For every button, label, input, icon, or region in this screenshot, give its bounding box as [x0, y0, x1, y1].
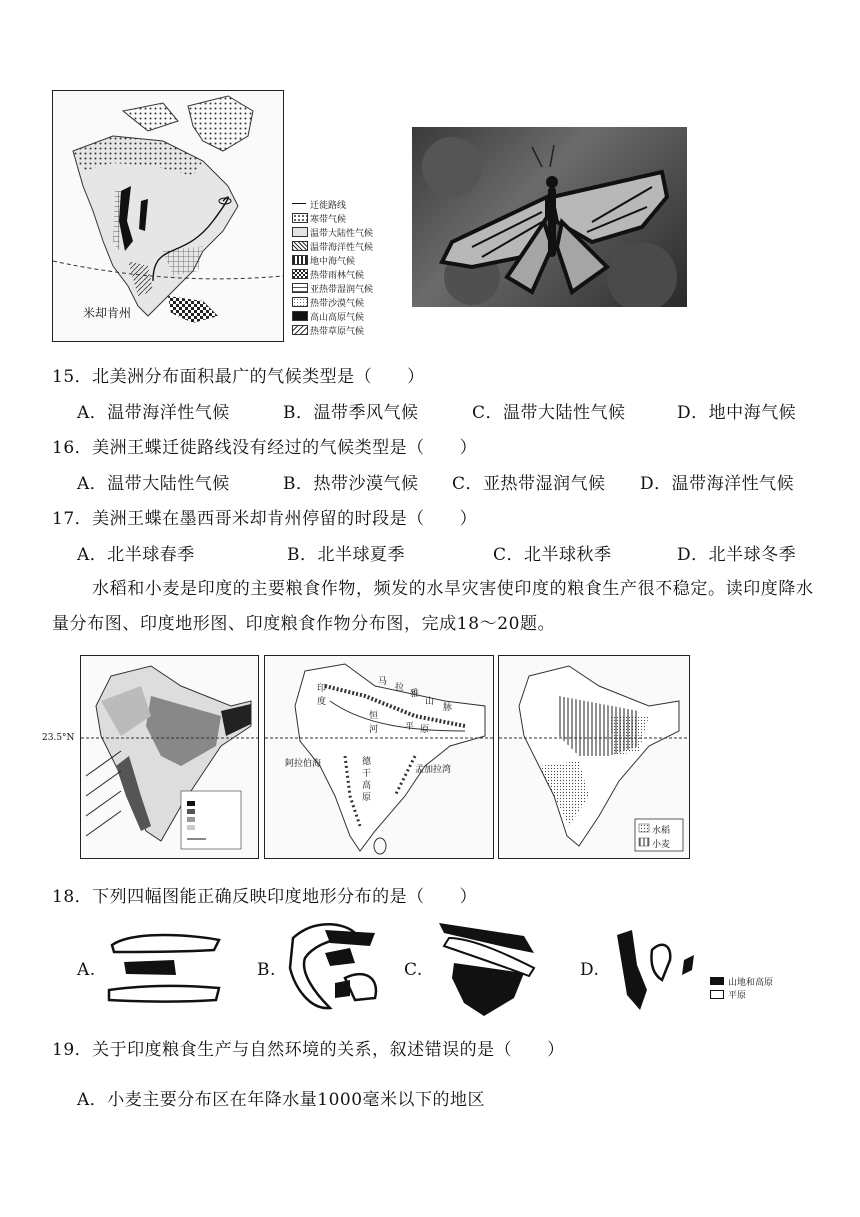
label-he: 河 [369, 725, 379, 735]
question-18-stem: 18．下列四幅图能正确反映印度地形分布的是（ ） [52, 887, 478, 907]
india-intro-paragraph: 水稻和小麦是印度的主要粮食作物，频发的水旱灾害使印度的粮食生产很不稳定。读印度降水量分布图、印度地形图、印度粮食作物分布图，完成18～20题。 [52, 579, 814, 634]
michoacan-label: 米却肯州 [83, 306, 132, 320]
label-deccan-3: 高 [362, 781, 372, 791]
q18-option-b-diagram[interactable] [285, 918, 385, 1013]
label-bay-of-bengal: 孟加拉湾 [415, 765, 452, 775]
label-heng: 恒 [369, 711, 379, 721]
label-shan: 山 [425, 697, 435, 707]
q16-option-a[interactable]: A．温带大陆性气候 [77, 474, 230, 494]
q19-option-a[interactable]: A．小麦主要分布区在年降水量1000毫米以下的地区 [77, 1090, 486, 1110]
label-yuan: 原 [420, 725, 430, 735]
q15-option-d[interactable]: D．地中海气候 [677, 403, 797, 423]
q18-option-a-diagram[interactable] [104, 930, 224, 1010]
label-deccan-1: 德 [362, 757, 372, 767]
north-america-climate-map [52, 90, 284, 342]
q15-option-c[interactable]: C．温带大陆性气候 [472, 403, 626, 423]
label-yin: 印 [317, 684, 327, 694]
india-precipitation-map [80, 655, 259, 859]
label-ping: 平 [405, 722, 415, 732]
precipitation-map-graphic [81, 656, 258, 858]
q16-option-c[interactable]: C．亚热带湿润气候 [452, 474, 606, 494]
monarch-butterfly-photo [412, 127, 687, 307]
legend-mountain-label: 山地和高原 [728, 978, 774, 988]
q18-option-d-letter[interactable]: D. [580, 960, 600, 980]
q18-legend [710, 975, 790, 1001]
label-ma: 马 [378, 677, 388, 687]
q18-option-c-letter[interactable]: C. [404, 960, 423, 980]
question-16-stem: 16．美洲王蝶迁徙路线没有经过的气候类型是（ ） [52, 438, 478, 458]
q17-option-c[interactable]: C．北半球秋季 [493, 545, 612, 565]
q16-option-b[interactable]: B．热带沙漠气候 [283, 474, 419, 494]
label-deccan-2: 干 [362, 769, 372, 779]
latitude-label: 23.5°N [42, 733, 75, 743]
butterfly-graphic [412, 127, 687, 307]
q17-option-d[interactable]: D．北半球冬季 [677, 545, 797, 565]
q17-option-a[interactable]: A．北半球春季 [77, 545, 195, 565]
label-arabian-sea: 阿拉伯海 [285, 759, 322, 769]
label-mai: 脉 [443, 703, 453, 713]
legend-wheat: 小麦 [652, 840, 671, 850]
legend-plain-label: 平原 [728, 991, 747, 1001]
label-ya: 雅 [410, 689, 420, 699]
q18-option-d-diagram[interactable] [612, 925, 702, 1015]
legend-mountain-swatch [710, 977, 724, 985]
question-17-stem: 17．美洲王蝶在墨西哥米却肯州停留的时段是（ ） [52, 509, 478, 529]
question-19-stem: 19．关于印度粮食生产与自然环境的关系，叙述错误的是（ ） [52, 1040, 565, 1060]
legend-rice: 水稻 [652, 826, 671, 836]
q15-option-a[interactable]: A．温带海洋性气候 [77, 403, 230, 423]
q16-option-d[interactable]: D．温带海洋性气候 [640, 474, 795, 494]
q18-option-c-diagram[interactable] [434, 918, 544, 1018]
q18-option-a-letter[interactable]: A. [77, 960, 96, 980]
q17-option-b[interactable]: B．北半球夏季 [287, 545, 405, 565]
label-du: 度 [317, 697, 327, 707]
climate-legend: 迁徙路线 寒带气候 温带大陆性气候 温带海洋性气候 地中海气候 热带雨林气候 亚热带湿润气候 热带沙漠气候 高山高原气候 热带草原气候 [292, 198, 402, 348]
question-15-stem: 15．北美洲分布面积最广的气候类型是（ ） [52, 367, 425, 387]
label-la: 拉 [395, 683, 405, 693]
q18-option-b-letter[interactable]: B. [257, 960, 276, 980]
india-terrain-map [264, 655, 494, 859]
india-crops-map [498, 655, 690, 859]
legend-plain-swatch [710, 990, 724, 999]
label-deccan-4: 原 [362, 793, 372, 803]
q15-option-b[interactable]: B．温带季风气候 [283, 403, 419, 423]
